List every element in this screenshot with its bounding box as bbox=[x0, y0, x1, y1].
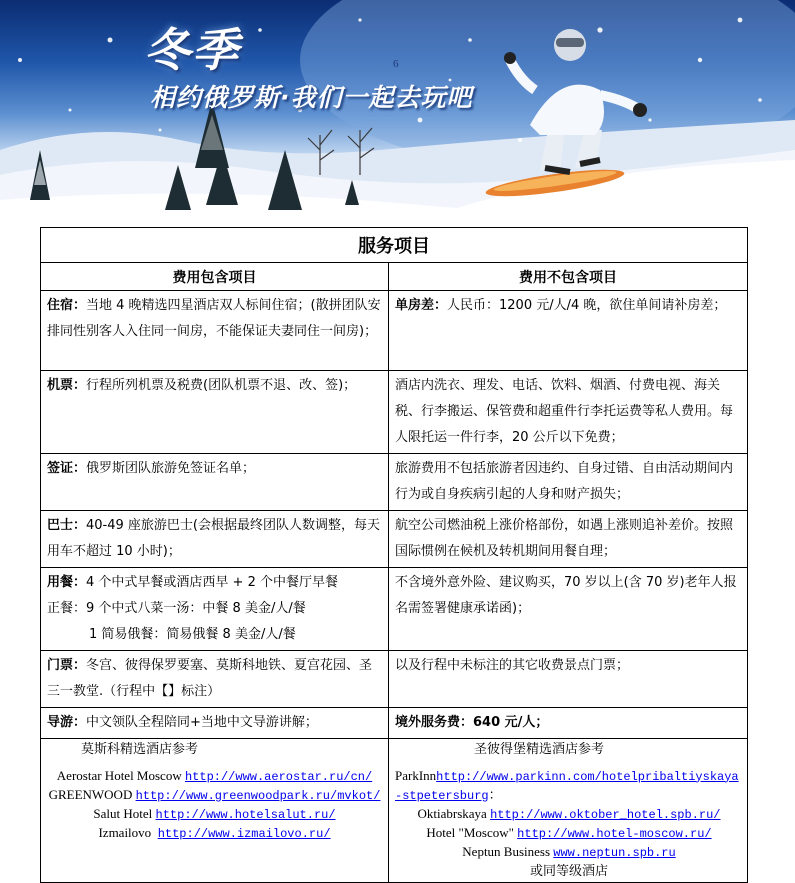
row-label: 境外服务费：640 元/人； bbox=[395, 715, 549, 730]
row-text: 旅游费用不包括旅游者因违约、自身过错、自由活动期间内行为或自身疾病引起的人身和财产损失； bbox=[395, 461, 734, 502]
included-visa bbox=[41, 454, 389, 511]
hotel-link[interactable]: www.neptun.spb.ru bbox=[553, 845, 676, 860]
row-text: 中文领队全程陪同+当地中文导游讲解； bbox=[86, 715, 318, 730]
header-excluded: 费用不包含项目 bbox=[389, 263, 748, 291]
excluded-fuel-surcharge bbox=[389, 511, 748, 568]
hotel-name: Hotel "Moscow" bbox=[426, 824, 514, 840]
banner-subtitle: 相约俄罗斯·我们一起去玩吧 bbox=[150, 83, 473, 112]
header-included: 费用包含项目 bbox=[41, 263, 389, 291]
hotel-name: ParkInn bbox=[395, 767, 437, 783]
hotel-name: GREENWOOD bbox=[48, 786, 133, 802]
included-guide bbox=[41, 708, 389, 739]
excluded-single-room bbox=[389, 291, 748, 371]
row-text: 冬宫、彼得保罗要塞、莫斯科地铁、夏宫花园、圣三一教堂.（行程中【】标注） bbox=[47, 658, 373, 699]
hotel-link[interactable]: http://www.greenwoodpark.ru/mvkot/ bbox=[135, 788, 381, 803]
table-row bbox=[41, 761, 748, 883]
list-item bbox=[45, 786, 384, 805]
row-text: 俄罗斯团队旅游免签证名单； bbox=[86, 461, 256, 476]
row-text: 行程所列机票及税费(团队机票不退、改、签)； bbox=[86, 378, 357, 393]
excluded-personal-expenses bbox=[389, 371, 748, 454]
row-label: 住宿： bbox=[47, 298, 87, 313]
table-row bbox=[41, 371, 748, 454]
row-text: 4 个中式早餐或酒店西早 + 2 个中餐厅早餐 bbox=[86, 575, 338, 590]
table-row bbox=[41, 511, 748, 568]
row-label: 门票： bbox=[47, 658, 87, 673]
hotel-link[interactable]: http://www.izmailovo.ru/ bbox=[157, 826, 331, 841]
row-label: 用餐： bbox=[47, 575, 87, 590]
banner-title: 冬季 bbox=[144, 23, 240, 77]
list-item bbox=[395, 805, 743, 824]
included-bus bbox=[41, 511, 389, 568]
row-text: 酒店内洗衣、理发、电话、饮料、烟酒、付费电视、海关税、行李搬运、保管费和超重件行李托运费等私人费用。每人限托运一件行李，20 公斤以下免费； bbox=[395, 378, 734, 445]
row-label: 巴士： bbox=[47, 518, 87, 533]
row-label: 签证： bbox=[47, 461, 87, 476]
row-label: 单房差： bbox=[395, 298, 448, 313]
row-label: 机票： bbox=[47, 378, 87, 393]
table-row bbox=[41, 708, 748, 739]
list-item bbox=[395, 786, 743, 805]
row-text: 正餐：9 个中式八菜一汤：中餐 8 美金/人/餐 bbox=[47, 601, 306, 616]
row-text: 航空公司燃油税上涨价格部份，如遇上涨则追补差价。按照国际惯例在候机及转机期间用餐自理； bbox=[395, 518, 734, 559]
hotel-name: Aerostar Hotel Moscow bbox=[56, 767, 182, 783]
table-row bbox=[41, 568, 748, 651]
table-row bbox=[41, 454, 748, 511]
spb-hotel-list bbox=[389, 761, 748, 883]
hotel-link[interactable]: http://www.aerostar.ru/cn/ bbox=[184, 769, 373, 784]
hotel-name: Neptun Business bbox=[462, 843, 551, 859]
winter-banner bbox=[0, 0, 795, 217]
row-text: 以及行程中未标注的其它收费景点门票； bbox=[395, 658, 630, 673]
row-text: 40-49 座旅游巴士(会根据最终团队人数调整，每天用车不超过 10 小时)； bbox=[47, 518, 380, 559]
row-text: 不含境外意外险、建议购买，70 岁以上(含 70 岁)老年人报名需签署健康承诺函)； bbox=[395, 575, 737, 616]
included-accommodation bbox=[41, 291, 389, 371]
list-item bbox=[45, 805, 384, 824]
list-item bbox=[395, 824, 743, 843]
excluded-service-fee bbox=[389, 708, 748, 739]
spb-hotels-header: 圣彼得堡精选酒店参考 bbox=[389, 739, 748, 761]
list-suffix: ： bbox=[488, 786, 502, 802]
row-text: 人民币：1200 元/人/4 晚，欲住单间请补房差； bbox=[447, 298, 727, 313]
list-footer: 或同等级酒店 bbox=[529, 862, 608, 878]
hotel-link[interactable]: http://www.hotelsalut.ru/ bbox=[155, 807, 336, 822]
included-meals bbox=[41, 568, 389, 651]
excluded-insurance bbox=[389, 568, 748, 651]
included-air-ticket bbox=[41, 371, 389, 454]
table-row bbox=[41, 291, 748, 371]
list-item bbox=[45, 767, 384, 786]
table-title: 服务项目 bbox=[41, 228, 748, 263]
hotel-name: Izmailovo bbox=[98, 824, 152, 840]
hotel-link[interactable]: http://www.hotel-moscow.ru/ bbox=[517, 826, 712, 841]
moscow-hotel-list bbox=[41, 761, 389, 883]
included-tickets bbox=[41, 651, 389, 708]
service-table bbox=[40, 227, 748, 883]
page-number: 6 bbox=[393, 58, 399, 70]
list-item bbox=[395, 767, 743, 786]
row-text: 1 简易俄餐：简易俄餐 8 美金/人/餐 bbox=[89, 627, 296, 642]
hotel-name: Salut Hotel bbox=[93, 805, 153, 821]
hotel-name: Oktiabrskaya bbox=[417, 805, 487, 821]
row-text: 当地 4 晚精选四星酒店双人标间住宿；(散拼团队安排同性别客人入住同一间房，不能保证夫妻同住一间房)； bbox=[47, 298, 381, 339]
hotel-link[interactable]: http://www.oktober_hotel.spb.ru/ bbox=[490, 807, 721, 822]
hotel-link[interactable]: http://www.parkinn.com/hotelpribaltiyskaya bbox=[436, 769, 739, 784]
list-item bbox=[45, 824, 384, 843]
table-row bbox=[41, 651, 748, 708]
excluded-liability bbox=[389, 454, 748, 511]
moscow-hotels-header: 莫斯科精选酒店参考 bbox=[41, 739, 389, 761]
row-label: 导游： bbox=[47, 715, 87, 730]
excluded-other-tickets bbox=[389, 651, 748, 708]
table-row bbox=[41, 739, 748, 761]
hotel-link[interactable]: -stpetersburg bbox=[395, 788, 489, 803]
list-item bbox=[395, 843, 743, 862]
